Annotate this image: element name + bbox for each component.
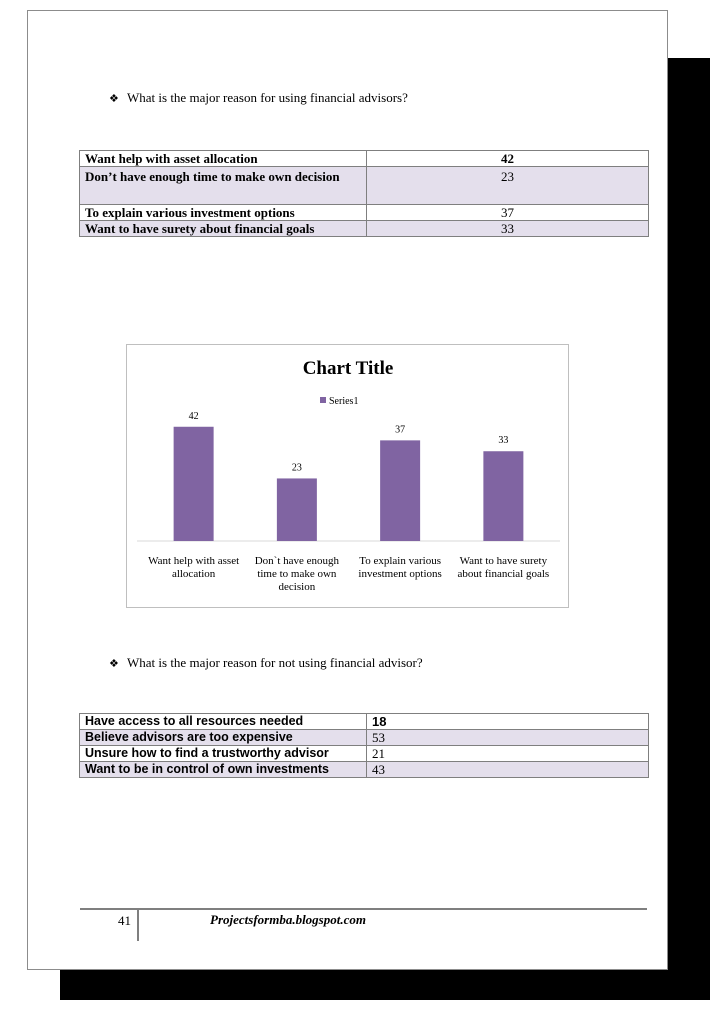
table-not-using-advisors [79,713,649,778]
question-2 [109,655,423,671]
row-value: 37 [367,205,649,221]
table-row [80,151,649,167]
question-1 [109,90,408,106]
question-1-text: What is the major reason for using financial advisors? [127,90,408,105]
row-label: Want to be in control of own investments [80,762,367,778]
row-value: 18 [367,714,649,730]
row-label: Don’t have enough time to make own decision [80,167,367,205]
category-label: Want to have surety [459,555,548,567]
row-value: 42 [367,151,649,167]
table-row [80,730,649,746]
row-value: 53 [367,730,649,746]
category-label: about financial goals [457,568,550,580]
table-row [80,167,649,205]
bars-group [148,411,549,593]
table-row [80,221,649,237]
data-label: 42 [188,410,199,422]
category-label: decision [278,581,316,593]
data-label: 37 [395,424,406,436]
data-label: 33 [498,435,509,447]
page-shadow-right [668,58,710,1000]
table-row [80,205,649,221]
row-label: Want help with asset allocation [80,151,367,167]
category-label: investment options [358,568,442,580]
table-using-advisors [79,150,649,237]
footer-divider [80,908,647,910]
bar [483,451,523,541]
row-label: Have access to all resources needed [80,714,367,730]
page-shadow-bottom [60,970,710,1000]
diamond-bullet-icon: ❖ [109,658,119,670]
question-2-text: What is the major reason for not using financial advisor? [127,655,423,670]
footer-website: Projectsformba.blogspot.com [210,912,366,927]
row-label: Want to have surety about financial goals [80,221,367,237]
chart-title: Chart Title [302,358,394,379]
row-value: 21 [367,746,649,762]
chart-svg [127,345,570,609]
category-label: time to make own [257,568,337,580]
data-label: 23 [291,462,302,474]
category-label: Don`t have enough [254,555,340,567]
bar [277,478,317,541]
bar [174,427,214,541]
table-row [80,714,649,730]
row-value: 33 [367,221,649,237]
legend-label: Series1 [329,396,359,407]
table-row [80,762,649,778]
category-label: To explain various [359,555,441,567]
diamond-bullet-icon: ❖ [109,93,119,105]
category-label: Want help with asset [148,555,240,567]
row-label: Believe advisors are too expensive [80,730,367,746]
row-label: Unsure how to find a trustworthy advisor [80,746,367,762]
page-number: 41 [118,913,131,928]
bar [380,440,420,541]
row-value: 23 [367,167,649,205]
category-label: allocation [171,568,216,580]
legend-swatch [320,397,326,403]
footer-vertical-divider [137,910,139,941]
row-label: To explain various investment options [80,205,367,221]
bar-chart [126,344,569,608]
row-value: 43 [367,762,649,778]
table-row [80,746,649,762]
